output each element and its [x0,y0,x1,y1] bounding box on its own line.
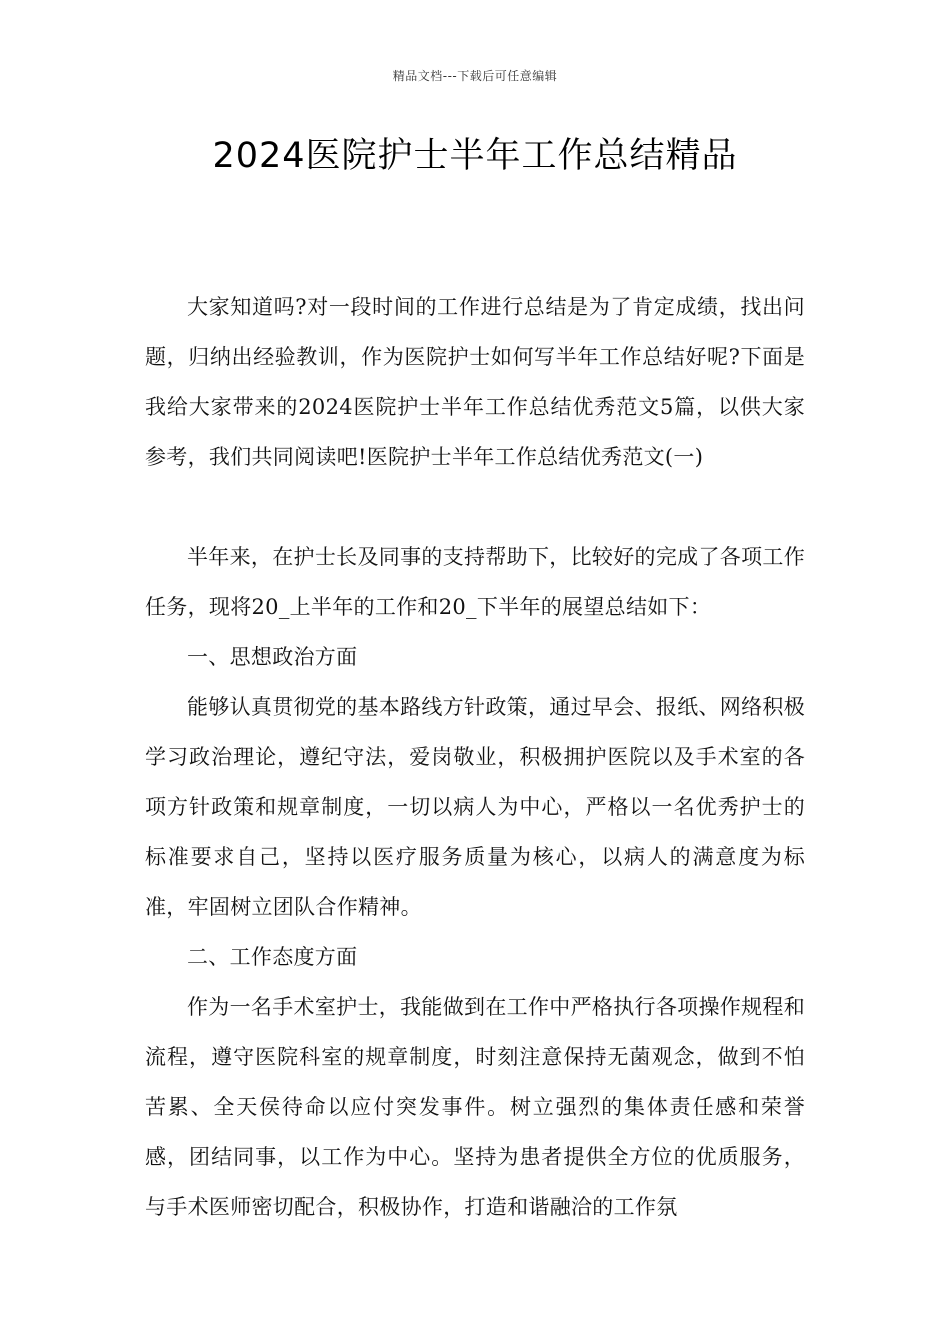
page-header-note: 精品文档---下载后可任意编辑 [392,69,558,83]
section-heading-attitude: 二、工作态度方面 [187,945,358,969]
document-title: 2024医院护士半年工作总结精品 [212,136,738,176]
paragraph-spacer [145,482,805,532]
section-body-politics: 能够认真贯彻党的基本路线方针政策，通过早会、报纸、网络积极学习政治理论，遵纪守法，爱岗敬业，积极拥护医院以及手术室的各项方针政策和规章制度，一切以病人为中心，严格以一名优秀护士的标准要求自己，坚持以医疗服务质量为核心，以病人的满意度为标准，牢固树立团队合作精神。 [145,695,805,919]
intro-paragraph: 大家知道吗?对一段时间的工作进行总结是为了肯定成绩，找出问题，归纳出经验教训，作为医院护士如何写半年工作总结好呢?下面是我给大家带来的2024医院护士半年工作总结优秀范文5篇，以供大家参考，我们共同阅读吧!医院护士半年工作总结优秀范文(一) [145,295,805,469]
section-body-attitude: 作为一名手术室护士，我能做到在工作中严格执行各项操作规程和流程，遵守医院科室的规章制度，时刻注意保持无菌观念，做到不怕苦累、全天侯待命以应付突发事件。树立强烈的集体责任感和荣誉感，团结同事，以工作为中心。坚持为患者提供全方位的优质服务，与手术医师密切配合，积极协作，打造和谐融洽的工作氛 [145,995,805,1219]
document-body [145,282,805,1232]
opening-paragraph: 半年来，在护士长及同事的支持帮助下，比较好的完成了各项工作任务，现将20_上半年的工作和20_下半年的展望总结如下： [145,545,805,619]
section-heading-politics: 一、思想政治方面 [187,645,358,669]
